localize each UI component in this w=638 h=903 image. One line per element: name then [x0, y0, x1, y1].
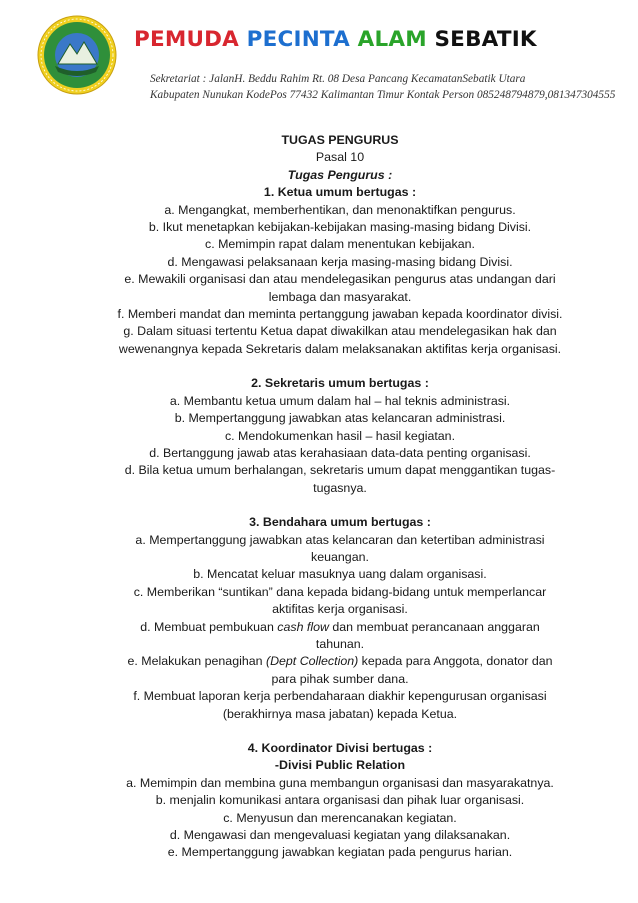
list-item: b. Ikut menetapkan kebijakan-kebijakan masing-masing bidang Divisi. — [148, 220, 532, 235]
list-item: d. Bertanggung jawab atas kerahasiaan data-data penting organisasi. — [149, 445, 531, 460]
list-item: b. Mempertanggung jawabkan atas kelancaran administrasi. — [174, 411, 506, 426]
list-item: e. Mempertanggung jawabkan kegiatan pada pengurus harian. — [167, 845, 513, 860]
document-body — [110, 132, 570, 862]
section-2-heading: 2. Sekretaris umum bertugas : — [251, 376, 429, 391]
emphasis-dept-collection: (Dept Collection) — [265, 654, 359, 669]
list-item: b. Mencatat keluar masuknya uang dalam organisasi. — [193, 567, 487, 582]
list-item: d. Mengawasi dan mengevaluasi kegiatan yang dilaksanakan. — [169, 828, 511, 843]
title-word-sebatik: SEBATIK — [434, 27, 537, 52]
text-run: d. Membuat pembukuan — [140, 619, 278, 634]
list-item: d. Bila ketua umum berhalangan, sekretaris umum dapat menggantikan tugas- — [124, 463, 556, 478]
address-line-2: Kabupaten Nunukan KodePos 77432 Kalimantan Timur Kontak Person 085248794879,081347304555 — [150, 89, 616, 101]
title-word-pemuda: PEMUDA — [134, 27, 239, 52]
list-item-continued: wewenangnya kepada Sekretaris dalam melaksanakan aktifitas kerja organisasi. — [118, 341, 562, 356]
list-item-continued: lembaga dan masyarakat. — [268, 289, 412, 304]
list-item: g. Dalam situasi tertentu Ketua dapat diwakilkan atau mendelegasikan hak dan — [123, 324, 557, 339]
list-item: a. Mempertanggung jawabkan atas kelancaran dan ketertiban administrasi — [135, 532, 545, 547]
list-item — [110, 619, 570, 636]
list-item: a. Memimpin dan membina guna membangun organisasi dan masyarakatnya. — [126, 775, 554, 790]
list-item-continued: keuangan. — [311, 549, 369, 564]
list-item-continued: tahunan. — [315, 636, 365, 651]
list-item: a. Membantu ketua umum dalam hal – hal teknis administrasi. — [169, 393, 511, 408]
list-item: b. menjalin komunikasi antara organisasi dan pihak luar organisasi. — [155, 793, 525, 808]
section-1-heading: 1. Ketua umum bertugas : — [263, 185, 417, 200]
text-run: e. Melakukan penagihan — [127, 654, 266, 669]
doc-subtitle: Tugas Pengurus : — [287, 167, 393, 182]
list-item: c. Memberikan “suntikan” dana kepada bidang-bidang untuk memperlancar — [133, 584, 547, 599]
section-4-subheading: -Divisi Public Relation — [274, 758, 406, 773]
organization-logo — [36, 14, 118, 96]
section-4-heading: 4. Koordinator Divisi bertugas : — [247, 741, 433, 755]
doc-article: Pasal 10 — [315, 150, 365, 165]
list-item: c. Mendokumenkan hasil – hasil kegiatan. — [224, 428, 456, 443]
title-word-alam: ALAM — [357, 27, 427, 52]
doc-title: TUGAS PENGURUS — [281, 133, 399, 147]
list-item: c. Memimpin rapat dalam menentukan kebijakan. — [205, 237, 475, 252]
list-item: f. Memberi mandat dan meminta pertanggung jawaban kepada koordinator divisi. — [117, 307, 563, 322]
text-run: dan membuat perancanaan anggaran — [328, 619, 540, 634]
organization-name — [134, 27, 537, 53]
section-3-heading: 3. Bendahara umum bertugas : — [249, 515, 431, 530]
list-item — [110, 653, 570, 670]
title-word-pecinta: PECINTA — [246, 27, 350, 52]
list-item-continued: tugasnya. — [313, 480, 367, 495]
list-item: a. Mengangkat, memberhentikan, dan menonaktifkan pengurus. — [164, 202, 516, 217]
text-run: kepada para Anggota, donator dan — [358, 654, 553, 669]
emphasis-cash-flow: cash flow — [277, 619, 329, 634]
list-item: f. Membuat laporan kerja perbendaharaan diakhir kepengurusan organisasi — [133, 689, 547, 704]
address-line-1: Sekretariat : JalanH. Beddu Rahim Rt. 08 Desa Pancang KecamatanSebatik Utara — [150, 73, 526, 85]
list-item-continued: para pihak sumber dana. — [271, 671, 409, 686]
list-item: d. Mengawasi pelaksanaan kerja masing-masing bidang Divisi. — [167, 254, 513, 269]
list-item-continued: (berakhirnya masa jabatan) kepada Ketua. — [222, 706, 458, 721]
list-item-continued: aktifitas kerja organisasi. — [272, 602, 408, 617]
list-item: e. Mewakili organisasi dan atau mendelegasikan pengurus atas undangan dari — [124, 272, 556, 287]
list-item: c. Menyusun dan merencanakan kegiatan. — [223, 810, 457, 825]
